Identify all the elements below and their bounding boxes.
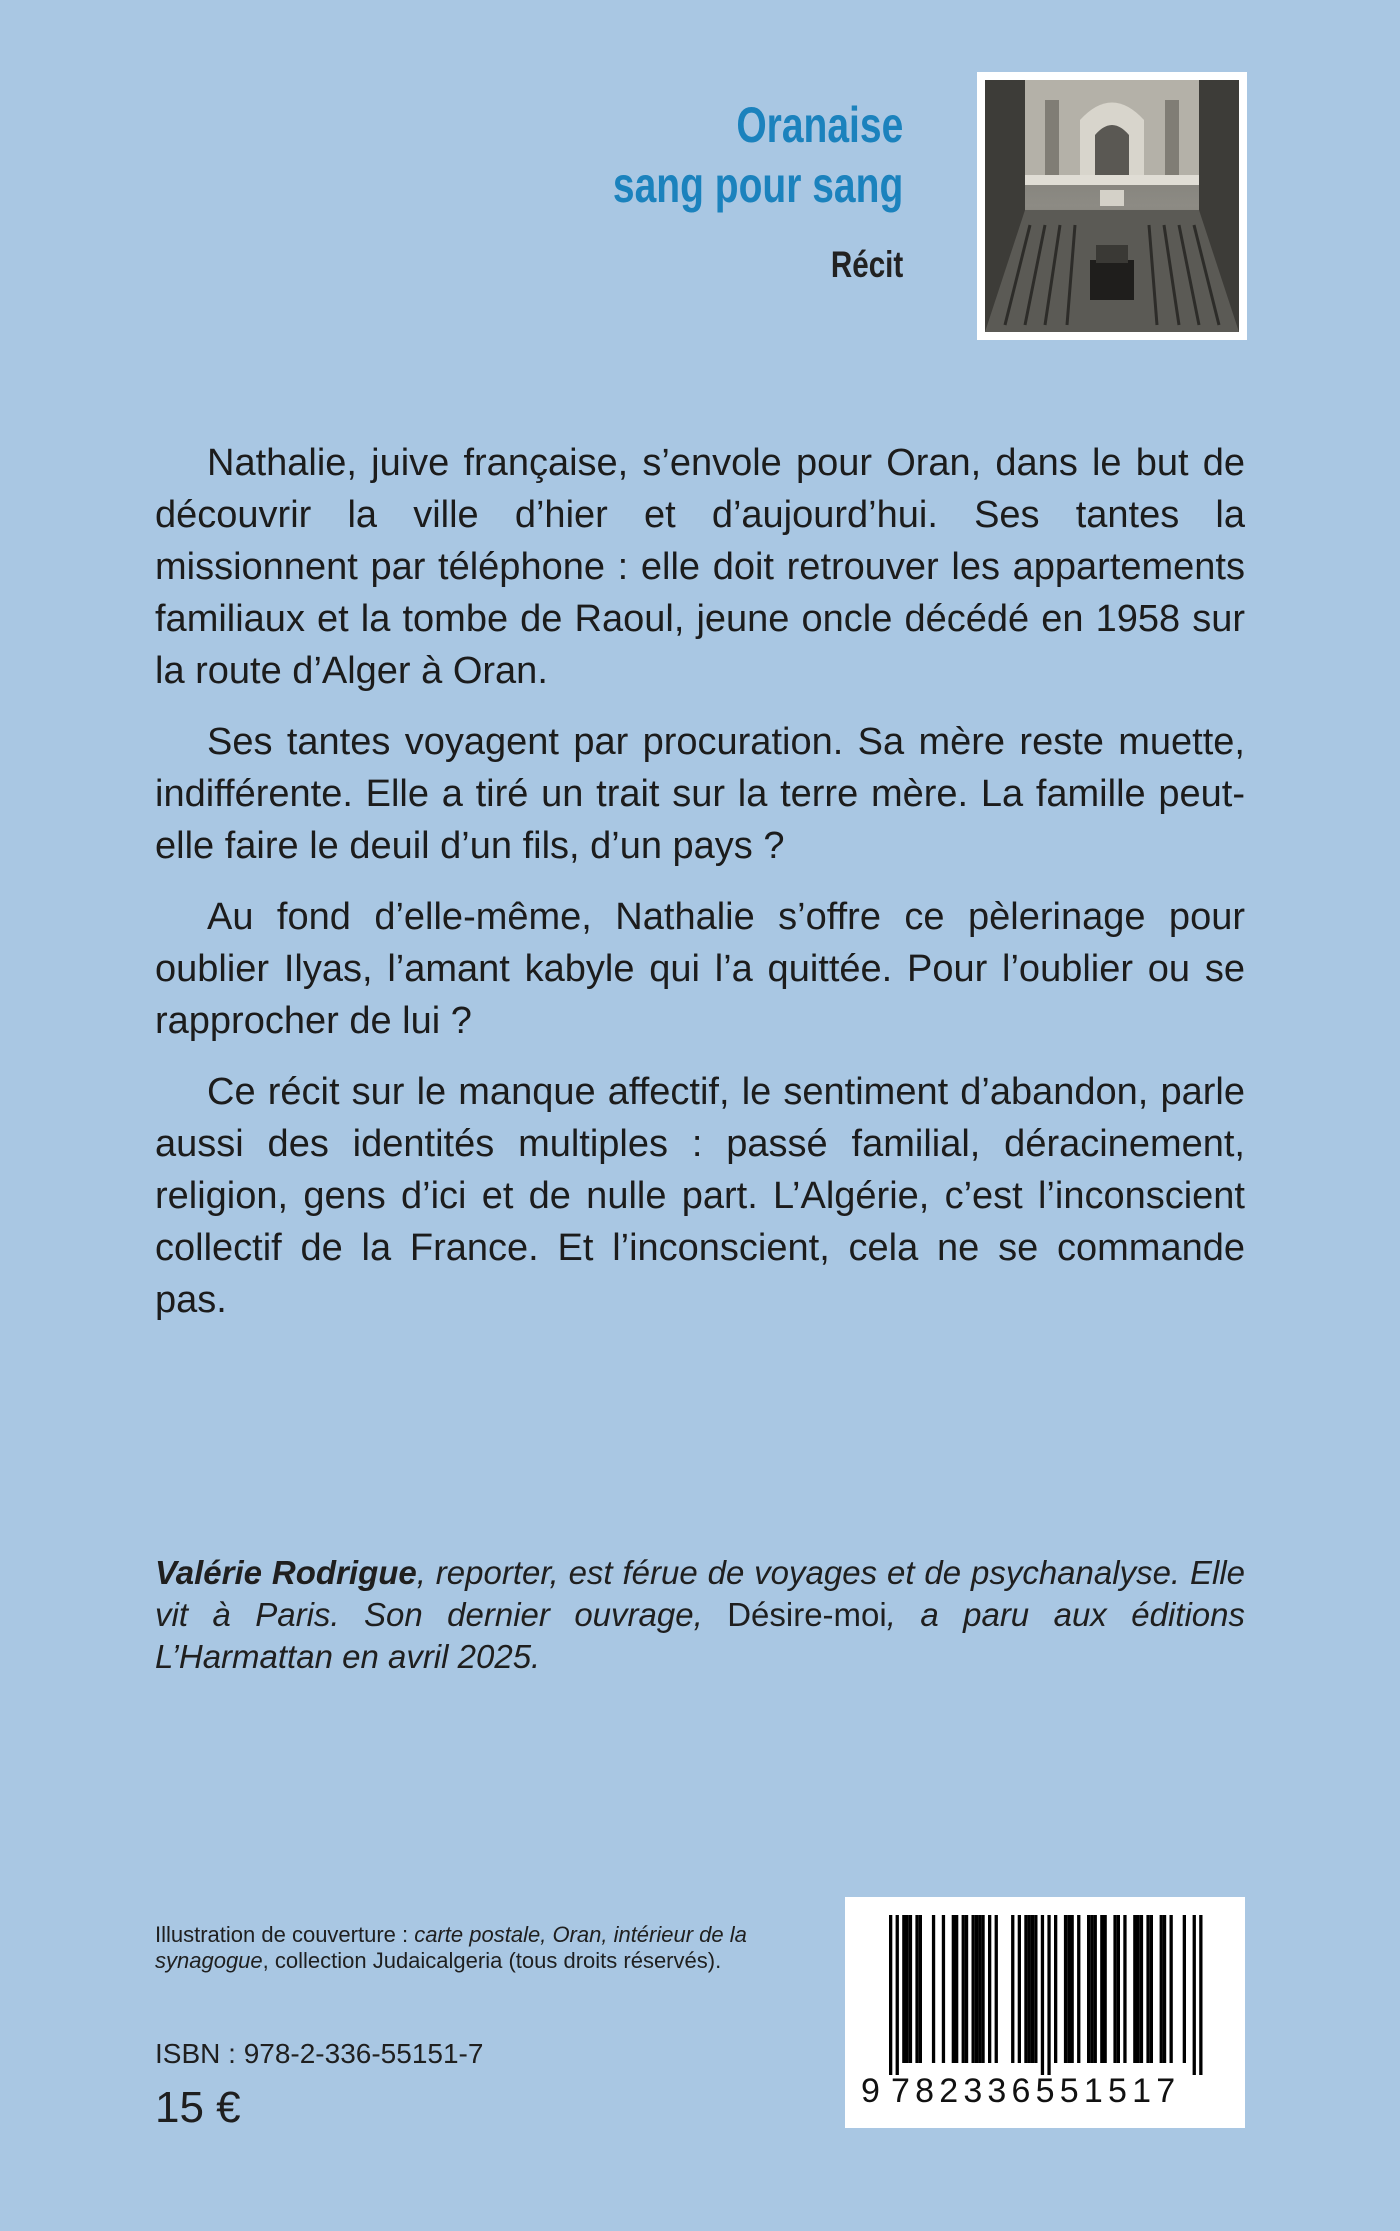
barcode-bar [889, 1915, 892, 2075]
ean13-barcode-icon [845, 1897, 1245, 2077]
barcode-bar [896, 1915, 899, 2075]
barcode-bar [1170, 1915, 1173, 2063]
blurb-paragraph-4: Ce récit sur le manque affectif, le sentiment d’abandon, parle aussi des identités multiples : passé familial, déracinement, religion, gens d’ici et de nulle part. L’Algérie, c’est l’inconscient collectif de la France. Et l’inconscient, cela ne se commande pas. [155, 1071, 1245, 1321]
barcode-bar [1047, 1915, 1050, 2075]
barcode-bar [1140, 1915, 1143, 2063]
barcode-bar [1018, 1915, 1021, 2063]
barcode-bar [1117, 1915, 1120, 2063]
barcode-bar [1011, 1915, 1014, 2063]
blurb-paragraph-2: Ses tantes voyagent par procuration. Sa mère reste muette, indifférente. Elle a tiré un trait sur la terre mère. La famille peut-elle faire le deuil d’un fils, d’un pays ? [155, 721, 1245, 867]
isbn-text: ISBN : 978-2-336-55151-7 [155, 2038, 484, 2069]
barcode-bar [1113, 1915, 1116, 2063]
author-bio-text-2: , a paru aux éditions L’Harmattan en avril 2025. [155, 1596, 1245, 1675]
barcode-bar [981, 1915, 984, 2063]
barcode-bar [962, 1915, 965, 2063]
book-title-line2: sang pour sang [612, 157, 903, 213]
barcode-bar [906, 1915, 909, 2063]
barcode-bar [1094, 1915, 1097, 2063]
barcode-bar [975, 1915, 978, 2063]
author-previous-book: Désire-moi [727, 1596, 887, 1633]
barcode-bar [1199, 1915, 1202, 2075]
barcode-bar [1071, 1915, 1074, 2063]
barcode-bar [1041, 1915, 1044, 2075]
barcode-bar [1090, 1915, 1093, 2063]
barcode-bar [1193, 1915, 1196, 2075]
synagogue-interior-photo [985, 80, 1239, 332]
barcode-bar [1146, 1915, 1149, 2063]
barcode-bar [1077, 1915, 1080, 2063]
barcode-bar [1160, 1915, 1163, 2063]
barcode-bar [952, 1915, 955, 2063]
barcode-bar [932, 1915, 935, 2063]
barcode-bar [1123, 1915, 1126, 2063]
title-block [531, 95, 903, 285]
barcode-bar [1028, 1915, 1031, 2063]
barcode-first-digit: 9 [861, 2072, 880, 2110]
cover-photo [977, 72, 1247, 340]
barcode-bar [1183, 1915, 1186, 2063]
barcode-bar [1104, 1915, 1107, 2063]
barcode-bar [902, 1915, 905, 2063]
author-name: Valérie Rodrigue [155, 1554, 417, 1591]
book-title-line1: Oranaise [736, 97, 903, 153]
genre-label: Récit [830, 244, 903, 285]
barcode-bar [1163, 1915, 1166, 2063]
credit-italic: carte postale, Oran, intérieur de la synagogue [155, 1922, 747, 1973]
barcode-bar [1067, 1915, 1070, 2063]
illustration-credit [155, 1922, 755, 1974]
barcode-bar [972, 1915, 975, 2063]
credit-suffix: , collection Judaicalgeria (tous droits réservés). [262, 1948, 722, 1973]
barcode-bar [965, 1915, 968, 2063]
barcode-digit-string: 782336551517 [891, 2072, 1181, 2110]
barcode-bar [1100, 1915, 1103, 2063]
barcode-bar [1064, 1915, 1067, 2063]
credit-prefix: Illustration de couverture : [155, 1922, 415, 1947]
author-bio [155, 1552, 1245, 1678]
barcode-bar [909, 1915, 912, 2063]
barcode-bar [942, 1915, 945, 2063]
barcode-bar [955, 1915, 958, 2063]
blurb-paragraph-1: Nathalie, juive française, s’envole pour Oran, dans le but de découvrir la ville d’hier et d’aujourd’hui. Ses tantes la missionnent par téléphone : elle doit retrouver les appartements familiaux et la tombe de Raoul, jeune oncle décédé en 1958 sur la route d’Alger à Oran. [155, 442, 1245, 692]
barcode-bar [1137, 1915, 1140, 2063]
author-bio-text-1: , reporter, est férue de voyages et de psychanalyse. Elle vit à Paris. Son dernier ouvrage, [155, 1554, 1246, 1633]
back-cover-blurb [155, 437, 1245, 1345]
barcode-bar [1087, 1915, 1090, 2063]
blurb-paragraph-3: Au fond d’elle-même, Nathalie s’offre ce pèlerinage pour oublier Ilyas, l’amant kabyle qui l’a quittée. Pour l’oublier ou se rapprocher de lui ? [155, 896, 1245, 1042]
barcode-bar [1031, 1915, 1034, 2063]
barcode-bar [1133, 1915, 1136, 2063]
barcode-bar [988, 1915, 991, 2063]
barcode-bar [1054, 1915, 1057, 2063]
barcode-box [845, 1897, 1245, 2128]
price-label: 15 € [155, 2083, 241, 2132]
barcode-bar [978, 1915, 981, 2063]
barcode-bar [1034, 1915, 1037, 2063]
barcode-bar [915, 1915, 918, 2063]
barcode-bar [919, 1915, 922, 2063]
barcode-bar [995, 1915, 998, 2063]
barcode-bar [1024, 1915, 1027, 2063]
barcode-bar [1150, 1915, 1153, 2063]
